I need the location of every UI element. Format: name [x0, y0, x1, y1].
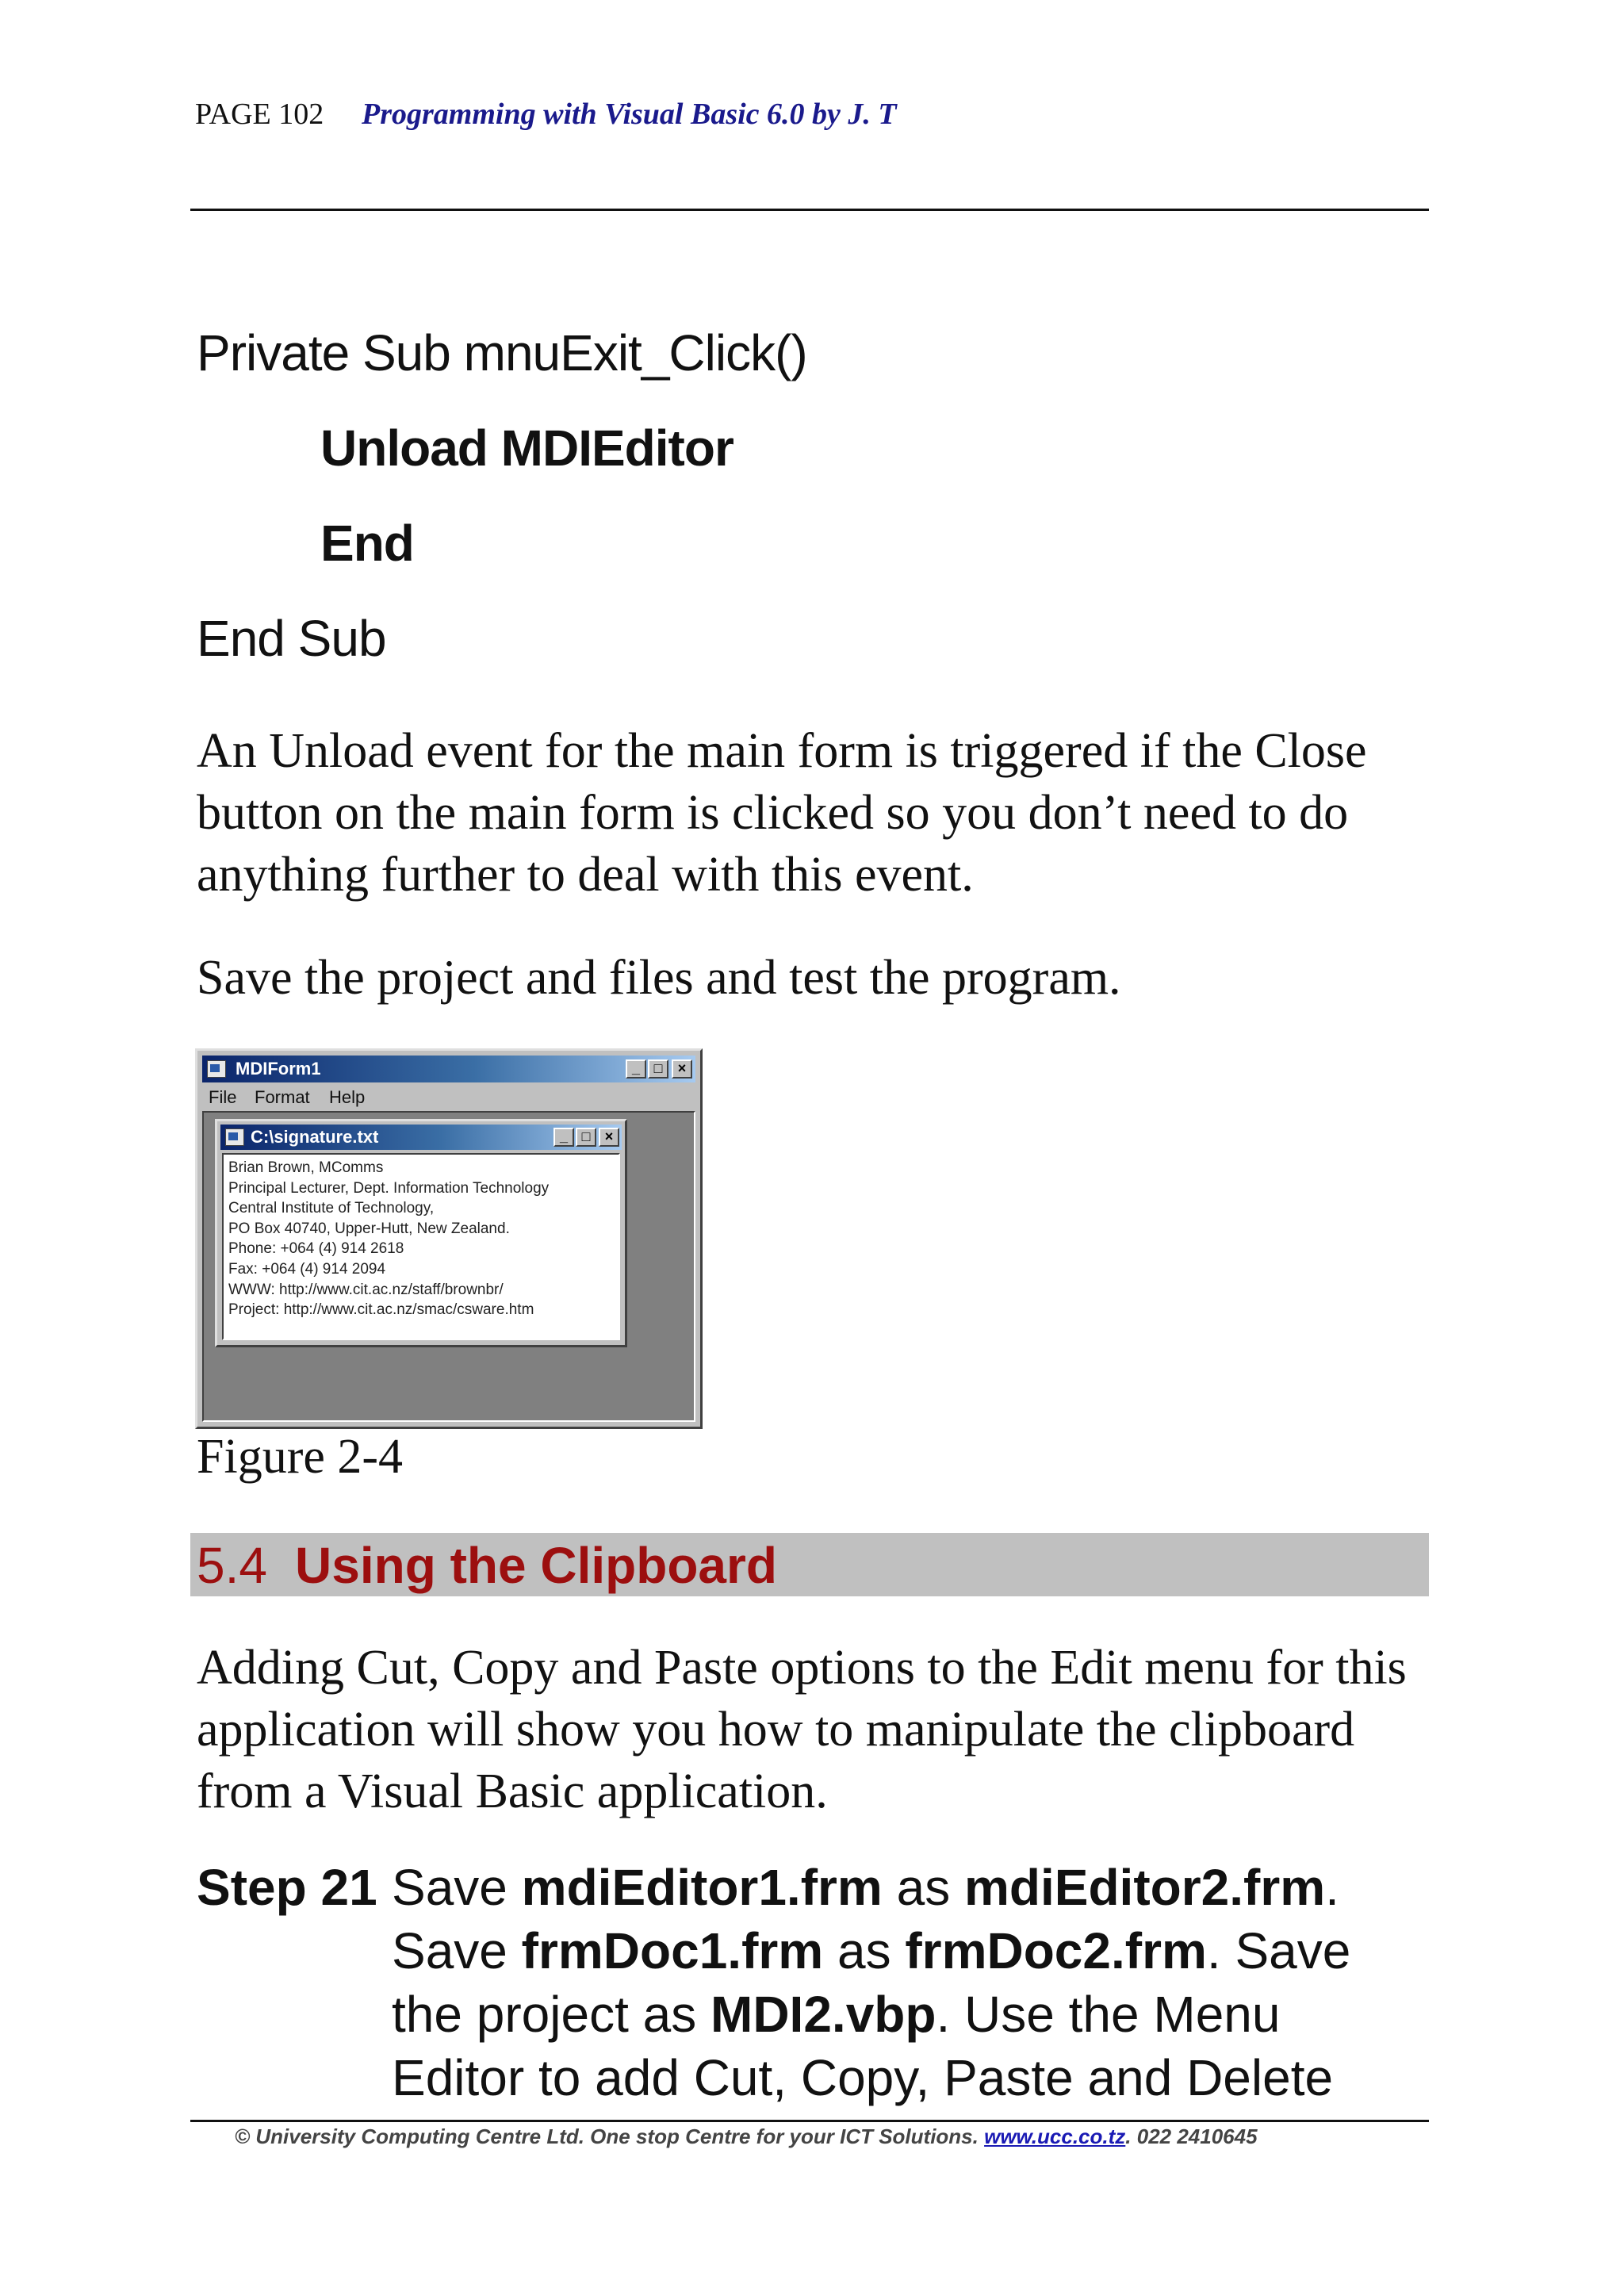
- child-window: [215, 1119, 627, 1347]
- section-number: 5.4: [197, 1537, 267, 1594]
- figure-screenshot: [195, 1048, 703, 1429]
- step-line: the project as MDI2.vbp. Use the Menu: [392, 1986, 1281, 2043]
- menu-file[interactable]: File: [209, 1087, 237, 1107]
- text-line: Fax: +064 (4) 914 2094: [228, 1260, 386, 1278]
- child-close-icon[interactable]: ×: [599, 1128, 619, 1147]
- code-line-end: End: [320, 515, 414, 572]
- section-title: Using the Clipboard: [295, 1537, 777, 1594]
- footer-divider: [190, 2120, 1429, 2122]
- text-line: Project: http://www.cit.ac.nz/smac/csware.htm: [228, 1301, 534, 1319]
- footer: [235, 2125, 1258, 2149]
- main-title-bar: [202, 1056, 695, 1082]
- child-title-bar: [220, 1125, 622, 1150]
- document-icon: [225, 1128, 244, 1146]
- text-line: PO Box 40740, Upper-Hutt, New Zealand.: [228, 1220, 510, 1237]
- text-line: Phone: +064 (4) 914 2618: [228, 1240, 404, 1258]
- book-title: Programming with Visual Basic 6.0 by J. T: [362, 98, 897, 131]
- maximize-icon[interactable]: □: [648, 1059, 668, 1079]
- step-label: Step 21: [197, 1859, 377, 1916]
- paragraph-save: Save the project and files and test the program.: [197, 951, 1121, 1005]
- child-minimize-icon[interactable]: _: [553, 1128, 574, 1147]
- code-line-end-sub: End Sub: [197, 610, 386, 667]
- step-line: Editor to add Cut, Copy, Paste and Delete: [392, 2049, 1334, 2106]
- step-line: Save frmDoc1.frm as frmDoc2.frm. Save: [392, 1922, 1351, 1979]
- text-editor-area[interactable]: [222, 1153, 620, 1340]
- step-line: Save mdiEditor1.frm as mdiEditor2.frm.: [392, 1859, 1339, 1916]
- main-window-title: MDIForm1: [236, 1059, 321, 1079]
- text-line: WWW: http://www.cit.ac.nz/staff/brownbr/: [228, 1281, 504, 1298]
- text-line: Principal Lecturer, Dept. Information Technology: [228, 1179, 550, 1197]
- menu-bar: [202, 1084, 695, 1109]
- minimize-icon[interactable]: _: [626, 1059, 646, 1079]
- paragraph-unload: An Unload event for the main form is triggered if the Close button on the main form is clicked so you don’t need to do anything further to deal with this event.: [197, 724, 1367, 902]
- header-divider: [190, 209, 1429, 211]
- mdi-client-area: [202, 1111, 695, 1422]
- page-number: PAGE 102: [195, 98, 324, 131]
- figure-caption: Figure 2-4: [197, 1430, 404, 1484]
- text-line: Brian Brown, MComms: [228, 1159, 384, 1176]
- footer-text: © University Computing Centre Ltd. One stop Centre for your ICT Solutions.: [235, 2125, 985, 2148]
- section-heading: [190, 1533, 1429, 1596]
- code-line-unload: Unload MDIEditor: [320, 420, 733, 477]
- window-icon: [207, 1060, 226, 1078]
- close-icon[interactable]: ×: [672, 1059, 692, 1079]
- footer-phone: . 022 2410645: [1125, 2125, 1258, 2148]
- paragraph-clipboard: Adding Cut, Copy and Paste options to the Edit menu for this application will show you how to manipulate the clipboard from a Visual Basic application.: [197, 1641, 1407, 1818]
- code-line-sub: Private Sub mnuExit_Click(): [197, 324, 807, 381]
- footer-link[interactable]: www.ucc.co.tz: [984, 2125, 1126, 2148]
- text-line: Central Institute of Technology,: [228, 1200, 435, 1217]
- menu-format[interactable]: Format: [255, 1087, 310, 1107]
- child-window-title: C:\signature.txt: [251, 1127, 379, 1147]
- step-body: [392, 1856, 1446, 2109]
- child-maximize-icon[interactable]: □: [576, 1128, 596, 1147]
- menu-help[interactable]: Help: [329, 1087, 366, 1107]
